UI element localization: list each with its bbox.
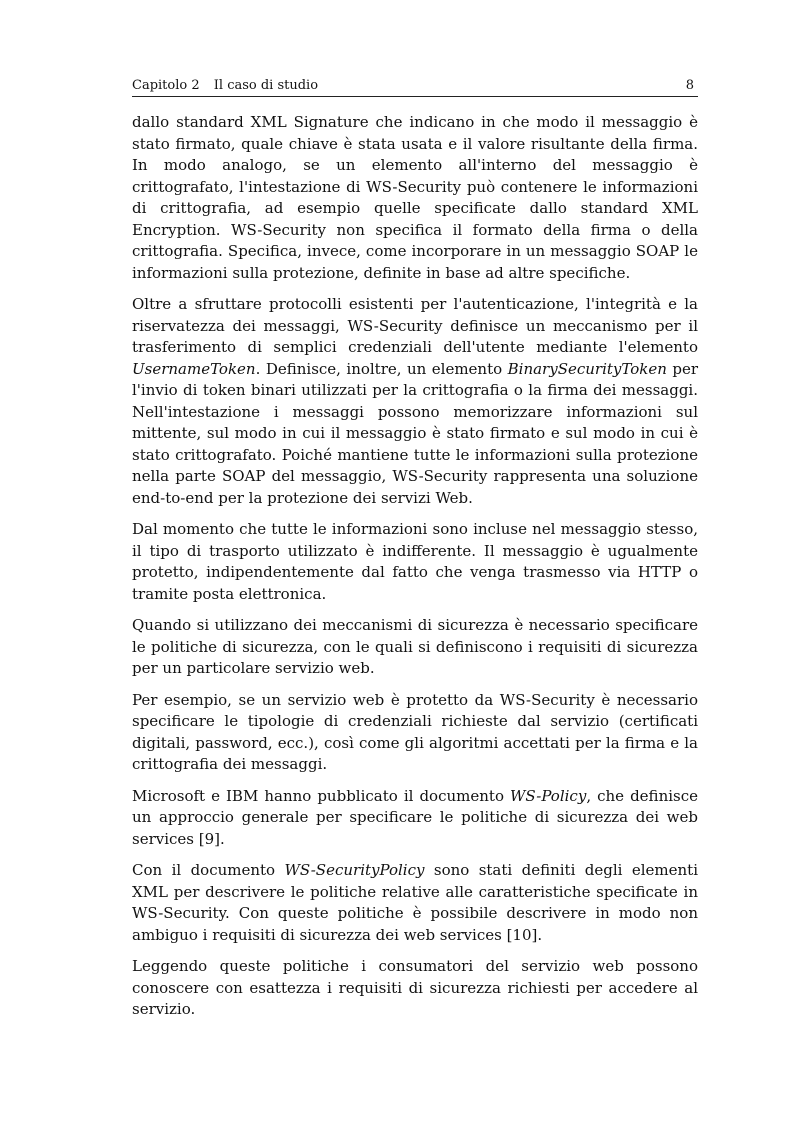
page-header xyxy=(132,76,698,97)
body-text xyxy=(132,112,698,1031)
paragraph-6-text-a: Microsoft e IBM hanno pubblicato il documento xyxy=(132,786,511,805)
paragraph-3: Dal momento che tutte le informazioni sono incluse nel messaggio stesso, il tipo di trasporto utilizzato è indifferente. Il messaggio è ugualmente protetto, indipendentemente dal fatto che venga trasmesso via HTTP o tramite posta elettronica. xyxy=(132,520,698,603)
paragraph-6 xyxy=(132,786,698,851)
paragraph-2-text-c: . Definisce, inoltre, un elemento xyxy=(255,359,508,378)
paragraph-7 xyxy=(132,860,698,946)
binary-security-token-term: BinarySecurityToken xyxy=(507,359,667,378)
paragraph-5: Per esempio, se un servizio web è protetto da WS-Security è necessario specificare le tipologie di credenziali richieste dal servizio (certificati digitali, password, ecc.), così come gli algoritmi accettati per la firma e la crittografia dei messaggi. xyxy=(132,690,698,773)
paragraph-2-text-e: per l'invio di token binari utilizzati per la crittografia o la firma dei messaggi. Nell'intestazione i messaggi possono memorizzare informazioni sul mittente, sul modo in cui il messaggio è stato firmato e sul modo in cui è stato crittografato. Poiché mantiene tutte le informazioni sulla protezione nella parte SOAP del messaggio, WS-Security rappresenta una soluzione end-to-end per la protezione dei servizi Web. xyxy=(132,359,699,507)
paragraph-2 xyxy=(132,294,698,509)
ws-policy-term: WS-Policy xyxy=(510,786,587,805)
running-head xyxy=(132,78,318,93)
chapter-label: Capitolo 2 xyxy=(132,78,200,93)
paragraph-4: Quando si utilizzano dei meccanismi di sicurezza è necessario specificare le politiche di sicurezza, con le quali si definiscono i requisiti di sicurezza per un particolare servizio web. xyxy=(132,616,698,677)
paragraph-1: dallo standard XML Signature che indicano in che modo il messaggio è stato firmato, quale chiave è stata usata e il valore risultante della firma. In modo analogo, se un elemento all'interno del messaggio è crittografato, l'intestazione di WS-Security può contenere le informazioni di crittografia, ad esempio quelle specificate dallo standard XML Encryption. WS-Security non specifica il formato della firma o della crittografia. Specifica, invece, come incorporare in un messaggio SOAP le informazioni sulla protezione, definite in base ad altre specifiche. xyxy=(132,113,698,282)
paragraph-7-text-a: Con il documento xyxy=(132,861,285,879)
paragraph-8: Leggendo queste politiche i consumatori del servizio web possono conoscere con esattezza i requisiti di sicurezza richiesti per accedere al servizio. xyxy=(132,957,698,1018)
ws-securitypolicy-term: WS-SecurityPolicy xyxy=(284,861,425,879)
page-number: 8 xyxy=(685,78,694,93)
chapter-title: Il caso di studio xyxy=(213,78,319,93)
paragraph-2-text-a: Oltre a sfruttare protocolli esistenti per l'autenticazione, l'integrità e la riservatezza dei messaggi, WS-Security definisce un meccanismo per il trasferimento di semplici credenziali dell'utente mediante l'elemento xyxy=(132,295,698,356)
paragraph-7-text-c: sono stati definiti degli elementi XML per descrivere le politiche relative alle caratteristiche specificate in WS-Security. Con queste politiche è possibile descrivere in modo non ambiguo i requisiti di sicurezza dei web services [10]. xyxy=(132,861,698,944)
paragraph-6-text-c: , che definisce un approccio generale per specificare le politiche di sicurezza dei web services [9]. xyxy=(132,786,699,848)
username-token-term: UsernameToken xyxy=(132,359,256,378)
